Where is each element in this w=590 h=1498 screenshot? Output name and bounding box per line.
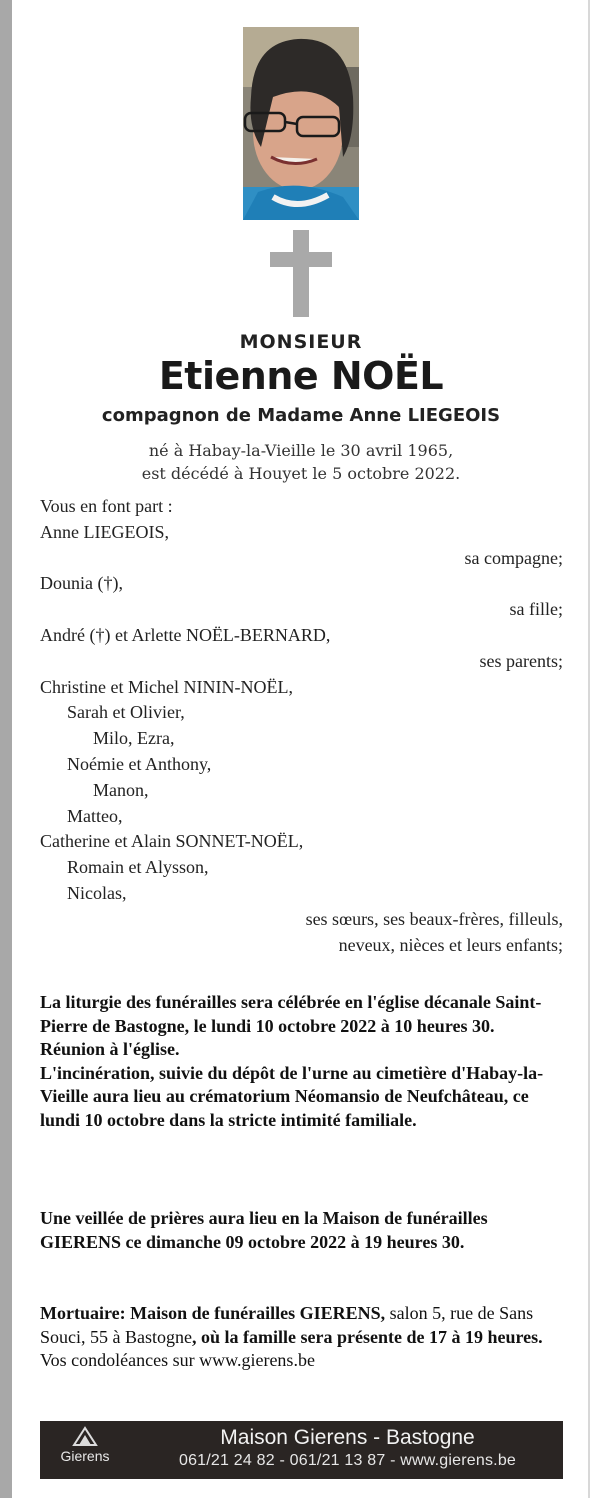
funeral-home-logo-icon: [70, 1425, 100, 1449]
relation-label: sa compagne;: [464, 547, 563, 568]
vigil-text: Une veillée de prières aura lieu en la Maison de funérailles GIERENS ce dimanche 09 octobre 2022 à 19 heures 30.: [40, 1208, 488, 1252]
relation-label: ses sœurs, ses beaux-frères, filleuls,: [305, 908, 563, 929]
mortuary-info: [40, 1302, 565, 1373]
condolences-line: Vos condoléances sur www.gierens.be: [40, 1350, 315, 1371]
funeral-home-name: Maison Gierens - Bastogne: [220, 1426, 475, 1449]
birth-line: né à Habay-la-Vieille le 30 avril 1965,: [148, 441, 454, 460]
birth-death-dates: [12, 439, 590, 485]
honorific-title: MONSIEUR: [239, 331, 363, 353]
family-member: Milo, Ezra,: [93, 728, 175, 749]
funeral-home-contact: 061/21 24 82 - 061/21 13 87 - www.gierens.be: [178, 1452, 517, 1469]
family-member: Romain et Alysson,: [67, 857, 209, 878]
relation-label: neveux, nièces et leurs enfants;: [338, 934, 563, 955]
intro-line: Vous en font part :: [40, 496, 173, 516]
family-member: Manon,: [93, 779, 149, 800]
family-announcement: [40, 494, 563, 958]
companion-line: compagnon de Madame Anne LIEGEOIS: [101, 405, 501, 426]
cremation-text: L'incinération, suivie du dépôt de l'urne au cimetière d'Habay-la-Vieille aura lieu au crématorium Néomansio de Neufchâteau, ce lundi 10 octobre dans la stricte intimité familiale.: [40, 1062, 544, 1130]
family-member: Catherine et Alain SONNET-NOËL,: [40, 831, 304, 852]
logo-wordmark: Gierens: [60, 1448, 110, 1464]
family-member: Christine et Michel NININ-NOËL,: [40, 676, 293, 697]
ceremony-details: [40, 991, 565, 1133]
family-member: Dounia (†),: [40, 573, 123, 594]
funeral-home-banner: [40, 1421, 563, 1479]
funeral-home-logo: [52, 1425, 118, 1475]
death-line: est décédé à Houyet le 5 octobre 2022.: [141, 464, 461, 483]
liturgy-text: La liturgie des funérailles sera célébrée en l'église décanale Saint-Pierre de Bastogne, le lundi 10 octobre 2022 à 10 heures 30.: [40, 992, 542, 1036]
family-member: Noémie et Anthony,: [67, 753, 212, 774]
family-member: Sarah et Olivier,: [67, 702, 185, 723]
portrait-photo: [243, 27, 359, 220]
family-member: Anne LIEGEOIS,: [40, 521, 169, 542]
family-member: Matteo,: [67, 805, 123, 826]
relation-label: ses parents;: [479, 650, 563, 671]
left-border-bar: [0, 0, 12, 1498]
mortuary-family-hours: , où la famille sera présente de 17 à 19 heures.: [191, 1326, 543, 1347]
family-member: André (†) et Arlette NOËL-BERNARD,: [40, 624, 331, 645]
deceased-name: Etienne NOËL: [158, 354, 444, 398]
cross-icon: [270, 230, 332, 317]
relation-label: sa fille;: [509, 599, 563, 620]
mortuary-label: Mortuaire: Maison de funérailles GIERENS,: [40, 1303, 386, 1323]
mortuary-address: salon 5, rue de Sans Souci, 55 à Bastogne: [40, 1303, 534, 1347]
meeting-text: Réunion à l'église.: [40, 1039, 180, 1060]
family-member: Nicolas,: [67, 882, 127, 903]
